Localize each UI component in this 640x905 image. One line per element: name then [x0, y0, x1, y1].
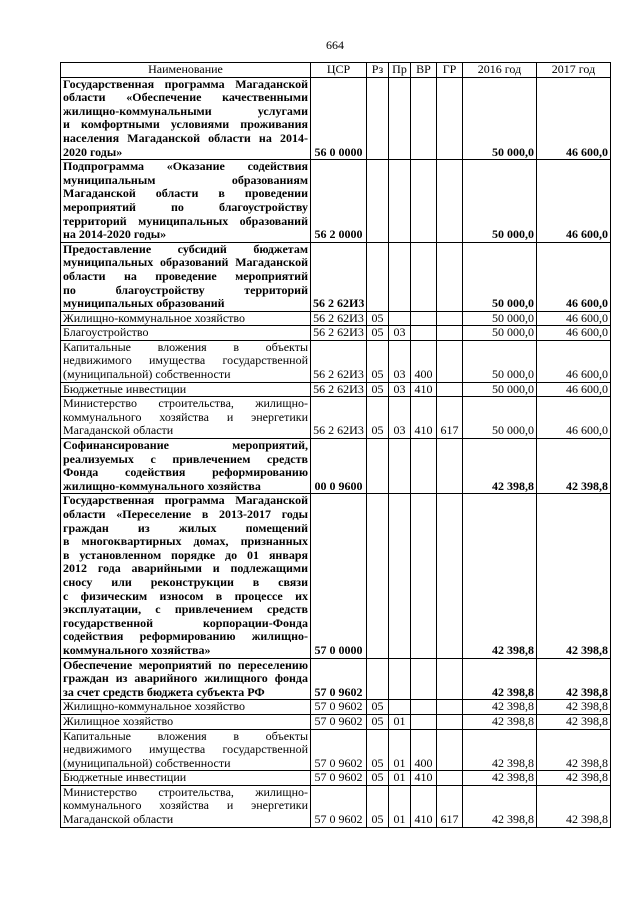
name-line: Софинансирование мероприятий,	[63, 438, 308, 453]
amount-2017-cell: 42 398,8	[537, 771, 611, 786]
administrator-cell	[437, 311, 463, 326]
csr-cell: 56 2 0000	[311, 160, 367, 243]
name-line: Предоставление субсидий бюджетам	[63, 242, 308, 256]
name-line: области на проведение мероприятий	[63, 268, 308, 283]
section-cell: 05	[367, 729, 389, 771]
csr-cell: 57 0 9602	[311, 729, 367, 771]
csr-cell: 56 0 0000	[311, 77, 367, 160]
name-line: муниципальных образований	[63, 296, 225, 311]
expense-type-cell	[411, 242, 437, 311]
name-line: Капитальные вложения в объекты	[63, 340, 308, 354]
expense-type-cell: 400	[411, 729, 437, 771]
subsection-cell: 01	[389, 785, 411, 827]
section-cell	[367, 439, 389, 494]
csr-cell: 56 2 62И3	[311, 340, 367, 382]
table-row	[61, 700, 611, 715]
name-line: Министерство строительства, жилищно-	[63, 785, 308, 799]
name-cell	[61, 382, 311, 397]
table-row	[61, 382, 611, 397]
expense-type-cell	[411, 658, 437, 700]
subsection-cell: 03	[389, 326, 411, 341]
subsection-cell: 01	[389, 771, 411, 786]
section-cell	[367, 494, 389, 658]
name-cell	[61, 439, 311, 494]
section-cell: 05	[367, 714, 389, 729]
amount-2017-cell: 42 398,8	[537, 700, 611, 715]
header-row	[61, 63, 611, 78]
amount-2016-cell: 42 398,8	[463, 729, 537, 771]
table-row	[61, 326, 611, 341]
name-line: Жилищно-коммунальное хозяйство	[63, 699, 246, 714]
amount-2016-cell: 50 000,0	[463, 397, 537, 439]
name-line: в многоквартирных домах, признанных	[63, 534, 308, 549]
amount-2016-cell: 42 398,8	[463, 494, 537, 658]
table-row	[61, 77, 611, 160]
name-line: 2012 года аварийными и подлежащими	[63, 561, 308, 576]
table-body	[61, 77, 611, 827]
name-line: Бюджетные инвестиции	[63, 770, 187, 785]
csr-cell: 57 0 9602	[311, 771, 367, 786]
name-line: и комфортными условиями проживания	[63, 117, 308, 132]
section-cell: 05	[367, 311, 389, 326]
amount-2017-cell: 46 600,0	[537, 242, 611, 311]
name-line: коммунального хозяйства и энергетики	[63, 798, 308, 813]
name-cell	[61, 785, 311, 827]
name-line: области «Обеспечение качественными	[63, 90, 308, 105]
name-line: Магаданской области	[63, 812, 174, 827]
name-cell	[61, 771, 311, 786]
administrator-cell	[437, 729, 463, 771]
name-line: мероприятий по благоустройству	[63, 199, 308, 214]
amount-2016-cell: 50 000,0	[463, 326, 537, 341]
subsection-cell	[389, 77, 411, 160]
expense-type-cell: 410	[411, 771, 437, 786]
subsection-cell	[389, 494, 411, 658]
name-cell	[61, 729, 311, 771]
administrator-cell	[437, 77, 463, 160]
csr-cell: 57 0 0000	[311, 494, 367, 658]
name-line: сносу или реконструкции в связи	[63, 574, 308, 589]
csr-cell: 56 2 62И3	[311, 311, 367, 326]
name-cell	[61, 714, 311, 729]
name-line: Магаданской области в проведении	[63, 186, 308, 201]
header-2016: 2016 год	[463, 63, 537, 78]
csr-cell: 56 2 62И3	[311, 242, 367, 311]
subsection-cell	[389, 439, 411, 494]
name-line: муниципальным образованиям	[63, 172, 308, 187]
amount-2016-cell: 50 000,0	[463, 77, 537, 160]
section-cell: 05	[367, 771, 389, 786]
expense-type-cell: 410	[411, 397, 437, 439]
section-cell: 05	[367, 785, 389, 827]
name-line: за счет средств бюджета субъекта РФ	[63, 684, 265, 699]
csr-cell: 56 2 62И3	[311, 382, 367, 397]
name-line: реализуемых с привлечением средств	[63, 451, 308, 466]
subsection-cell	[389, 242, 411, 311]
name-line: Министерство строительства, жилищно-	[63, 396, 308, 411]
amount-2017-cell: 46 600,0	[537, 340, 611, 382]
name-line: жилищно-коммунального хозяйства	[63, 478, 261, 493]
name-cell	[61, 326, 311, 341]
name-line: коммунального хозяйства и энергетики	[63, 409, 308, 424]
name-line: территорий муниципальных образований	[63, 213, 308, 228]
name-line: недвижимого имущества государственной	[63, 742, 308, 757]
csr-cell: 56 2 62И3	[311, 326, 367, 341]
administrator-cell	[437, 382, 463, 397]
subsection-cell	[389, 658, 411, 700]
expense-type-cell: 400	[411, 340, 437, 382]
table-row	[61, 311, 611, 326]
amount-2017-cell: 42 398,8	[537, 658, 611, 700]
csr-cell: 57 0 9602	[311, 714, 367, 729]
table-row	[61, 494, 611, 658]
table-row	[61, 397, 611, 439]
administrator-cell	[437, 700, 463, 715]
name-line: 2020 годы»	[63, 144, 123, 159]
table-row	[61, 439, 611, 494]
amount-2016-cell: 50 000,0	[463, 242, 537, 311]
expense-type-cell: 410	[411, 785, 437, 827]
section-cell: 05	[367, 397, 389, 439]
section-cell	[367, 658, 389, 700]
subsection-cell	[389, 700, 411, 715]
name-line: Государственная программа Магаданской	[63, 77, 308, 91]
expense-type-cell	[411, 714, 437, 729]
section-cell	[367, 160, 389, 243]
amount-2016-cell: 50 000,0	[463, 340, 537, 382]
table-row	[61, 658, 611, 700]
name-cell	[61, 397, 311, 439]
header-csr: ЦСР	[311, 63, 367, 78]
name-cell	[61, 700, 311, 715]
amount-2017-cell: 46 600,0	[537, 311, 611, 326]
csr-cell: 57 0 9602	[311, 658, 367, 700]
name-cell	[61, 242, 311, 311]
amount-2016-cell: 50 000,0	[463, 382, 537, 397]
table-row	[61, 771, 611, 786]
header-administrator: ГР	[437, 63, 463, 78]
administrator-cell	[437, 326, 463, 341]
name-cell	[61, 160, 311, 243]
subsection-cell: 03	[389, 397, 411, 439]
administrator-cell: 617	[437, 397, 463, 439]
administrator-cell	[437, 160, 463, 243]
name-line: коммунального хозяйства»	[63, 642, 211, 657]
table-row	[61, 785, 611, 827]
expense-type-cell	[411, 494, 437, 658]
table-row	[61, 160, 611, 243]
name-line: на 2014-2020 годы»	[63, 227, 167, 242]
name-line: населения Магаданской области на 2014-	[63, 130, 308, 145]
name-line: в установленном порядке до 01 января	[63, 547, 308, 562]
csr-cell: 57 0 9602	[311, 700, 367, 715]
amount-2017-cell: 46 600,0	[537, 397, 611, 439]
csr-cell: 00 0 9600	[311, 439, 367, 494]
name-line: Подпрограмма «Оказание содействия	[63, 159, 308, 174]
subsection-cell: 01	[389, 714, 411, 729]
name-line: области «Переселение в 2013-2017 годы	[63, 507, 308, 521]
table-row	[61, 714, 611, 729]
name-line: граждан из аварийного жилищного фонда	[63, 671, 308, 686]
amount-2016-cell: 42 398,8	[463, 700, 537, 715]
name-line: Жилищное хозяйство	[63, 714, 174, 728]
expense-type-cell	[411, 700, 437, 715]
section-cell	[367, 242, 389, 311]
name-line: Обеспечение мероприятий по переселению	[63, 658, 308, 672]
section-cell: 05	[367, 340, 389, 382]
amount-2017-cell: 46 600,0	[537, 382, 611, 397]
amount-2017-cell: 46 600,0	[537, 160, 611, 243]
amount-2017-cell: 42 398,8	[537, 785, 611, 827]
header-name: Наименование	[61, 63, 311, 78]
name-line: Жилищно-коммунальное хозяйство	[63, 311, 246, 325]
name-line: (муниципальной) собственности	[63, 367, 231, 382]
name-line: жилищно-коммунальными услугами	[63, 103, 308, 118]
amount-2017-cell: 42 398,8	[537, 729, 611, 771]
expense-type-cell	[411, 160, 437, 243]
table-header	[61, 63, 611, 78]
table-row	[61, 729, 611, 771]
name-line: Благоустройство	[63, 325, 149, 340]
subsection-cell: 03	[389, 340, 411, 382]
name-line: с физическим износом в процессе их	[63, 588, 308, 603]
page-number: 664	[326, 38, 344, 52]
table-row	[61, 242, 611, 311]
administrator-cell	[437, 494, 463, 658]
administrator-cell	[437, 658, 463, 700]
csr-cell: 56 2 62И3	[311, 397, 367, 439]
budget-table	[60, 62, 611, 828]
name-cell	[61, 658, 311, 700]
subsection-cell: 01	[389, 729, 411, 771]
subsection-cell	[389, 160, 411, 243]
name-cell	[61, 494, 311, 658]
name-line: Капитальные вложения в объекты	[63, 729, 308, 743]
expense-type-cell: 410	[411, 382, 437, 397]
name-cell	[61, 311, 311, 326]
administrator-cell	[437, 340, 463, 382]
amount-2016-cell: 50 000,0	[463, 311, 537, 326]
name-line: государственной корпорации-Фонда	[63, 615, 308, 630]
name-line: Государственная программа Магаданской	[63, 493, 308, 508]
section-cell	[367, 77, 389, 160]
table-row	[61, 340, 611, 382]
amount-2016-cell: 42 398,8	[463, 658, 537, 700]
section-cell: 05	[367, 326, 389, 341]
name-line: граждан из жилых помещений	[63, 520, 308, 535]
name-line: муниципальных образований Магаданской	[63, 255, 308, 270]
subsection-cell	[389, 311, 411, 326]
administrator-cell	[437, 771, 463, 786]
amount-2017-cell: 46 600,0	[537, 326, 611, 341]
csr-cell: 57 0 9602	[311, 785, 367, 827]
expense-type-cell	[411, 439, 437, 494]
name-line: Бюджетные инвестиции	[63, 382, 187, 396]
amount-2016-cell: 42 398,8	[463, 439, 537, 494]
amount-2017-cell: 42 398,8	[537, 439, 611, 494]
administrator-cell	[437, 439, 463, 494]
header-expense-type: ВР	[411, 63, 437, 78]
name-line: Фонда содействия реформированию	[63, 465, 308, 480]
administrator-cell	[437, 242, 463, 311]
name-line: содействия реформированию жилищно-	[63, 629, 308, 644]
section-cell: 05	[367, 382, 389, 397]
amount-2016-cell: 42 398,8	[463, 771, 537, 786]
amount-2017-cell: 42 398,8	[537, 494, 611, 658]
amount-2016-cell: 42 398,8	[463, 785, 537, 827]
amount-2016-cell: 42 398,8	[463, 714, 537, 729]
administrator-cell	[437, 714, 463, 729]
header-subsection: Пр	[389, 63, 411, 78]
section-cell: 05	[367, 700, 389, 715]
amount-2017-cell: 46 600,0	[537, 77, 611, 160]
name-line: недвижимого имущества государственной	[63, 353, 308, 368]
amount-2016-cell: 50 000,0	[463, 160, 537, 243]
expense-type-cell	[411, 326, 437, 341]
amount-2017-cell: 42 398,8	[537, 714, 611, 729]
expense-type-cell	[411, 311, 437, 326]
name-cell	[61, 340, 311, 382]
header-2017: 2017 год	[537, 63, 611, 78]
name-line: эксплуатации, с привлечением средств	[63, 602, 308, 617]
name-cell	[61, 77, 311, 160]
name-line: Магаданской области	[63, 423, 174, 438]
expense-type-cell	[411, 77, 437, 160]
name-line: (муниципальной) собственности	[63, 755, 231, 770]
subsection-cell: 03	[389, 382, 411, 397]
name-line: по благоустройству территорий	[63, 282, 308, 297]
administrator-cell: 617	[437, 785, 463, 827]
header-section: Рз	[367, 63, 389, 78]
